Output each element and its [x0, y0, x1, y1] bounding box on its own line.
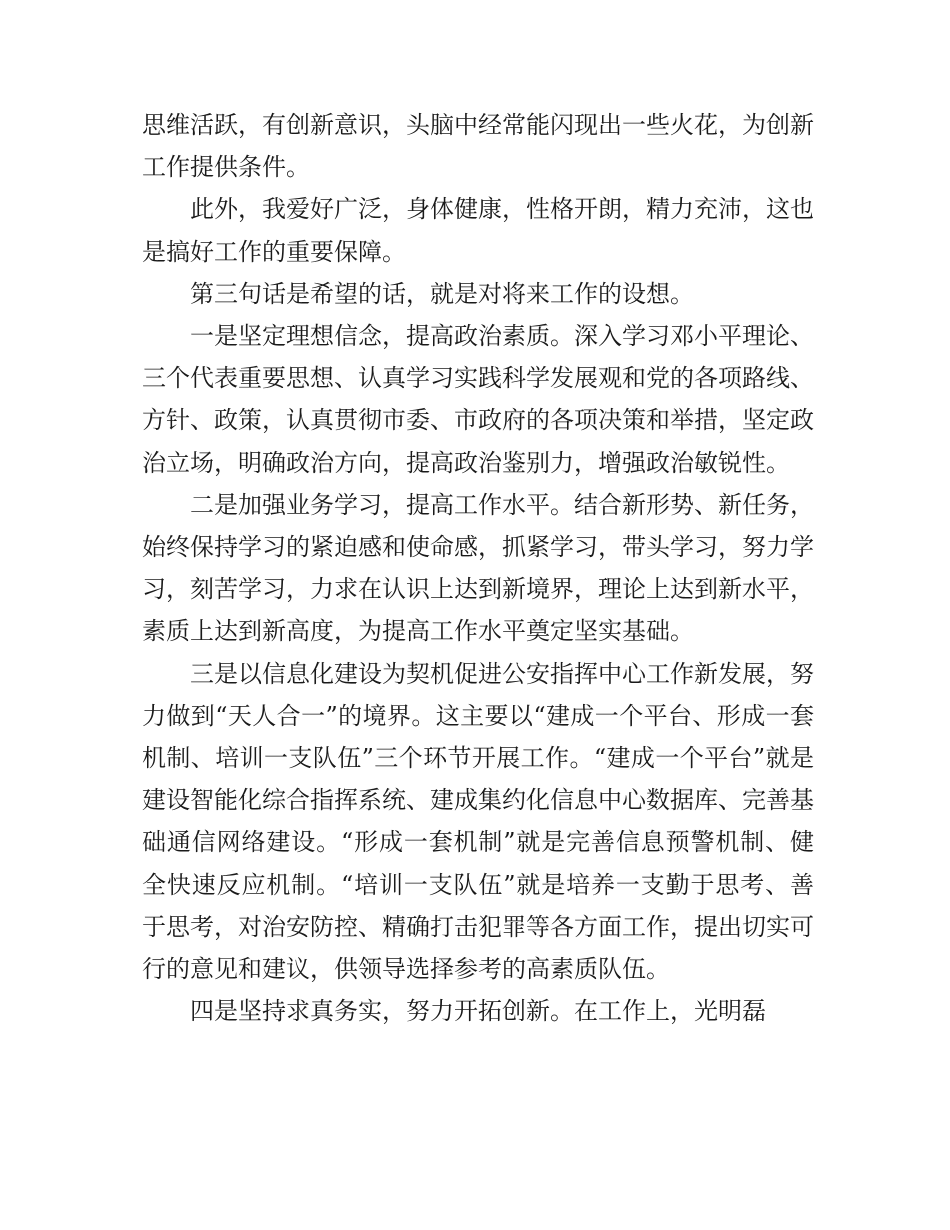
- paragraph-1: 思维活跃，有创新意识，头脑中经常能闪现出一些火花，为创新工作提供条件。: [142, 111, 814, 182]
- paragraph-3: 第三句话是希望的话，就是对将来工作的设想。: [190, 279, 694, 308]
- paragraph-7: 四是坚持求真务实，努力开拓创新。在工作上，光明磊: [190, 997, 766, 1026]
- paragraph-5: 二是加强业务学习，提高工作水平。结合新形势、新任务，始终保持学习的紧迫感和使命感，抓紧学习，带头学习，努力学习，刻苦学习，力求在认识上达到新境界，理论上达到新水平，素质上达到新高度，为提高工作水平奠定坚实基础。: [142, 490, 814, 646]
- paragraph-4: 一是坚定理想信念，提高政治素质。深入学习邓小平理论、三个代表重要思想、认真学习实践科学发展观和党的各项路线、方针、政策，认真贯彻市委、市政府的各项决策和举措，坚定政治立场，明确政治方向，提高政治鉴别力，增强政治敏锐性。: [142, 322, 814, 477]
- document-body: [142, 104, 814, 1032]
- paragraph-2: 此外，我爱好广泛，身体健康，性格开朗，精力充沛，这也是搞好工作的重要保障。: [142, 195, 814, 266]
- paragraph-6: 三是以信息化建设为契机促进公安指挥中心工作新发展，努力做到“天人合一”的境界。这主要以“建成一个平台、形成一套机制、培训一支队伍”三个环节开展工作。“建成一个平台”就是建设智能化综合指挥系统、建成集约化信息中心数据库、完善基础通信网络建设。“形成一套机制”就是完善信息预警机制、健全快速反应机制。“培训一支队伍”就是培养一支勤于思考、善于思考，对治安防控、精确打击犯罪等各方面工作，提出切实可行的意见和建议，供领导选择参考的高素质队伍。: [142, 659, 814, 984]
